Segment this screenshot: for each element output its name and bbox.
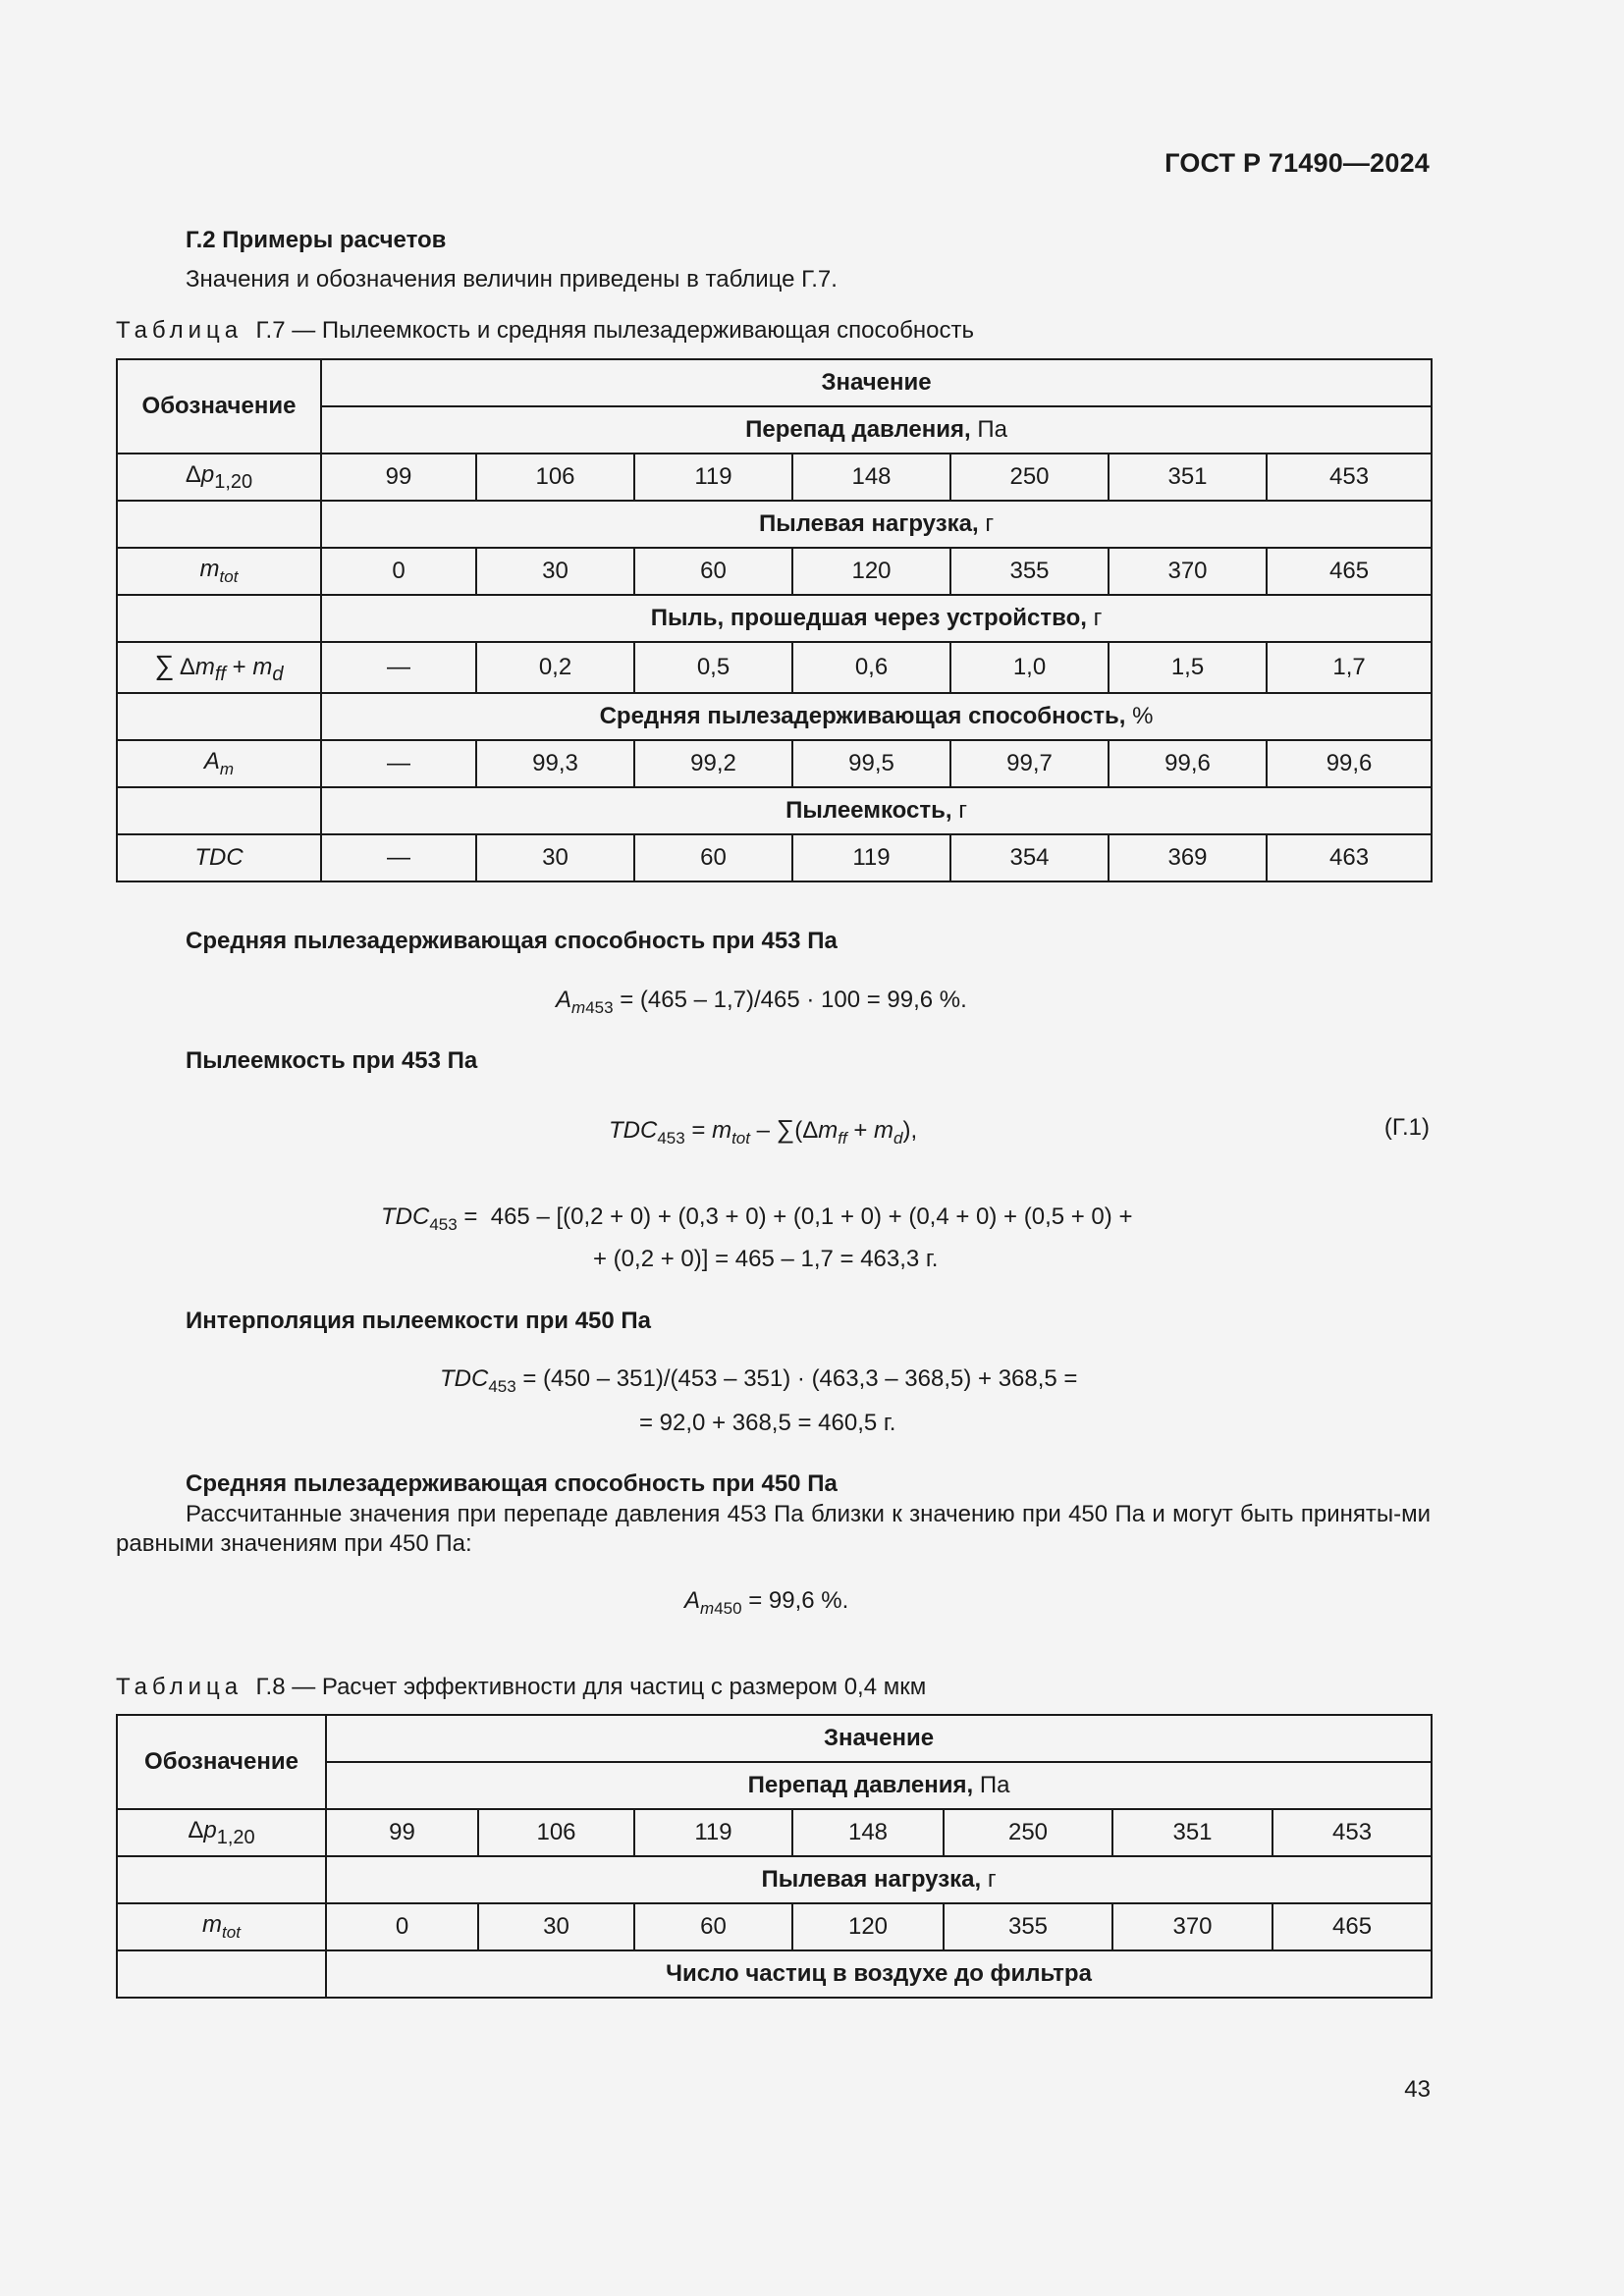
table1-empty-cell [117, 595, 321, 642]
table1-dp-symbol: $\Delta p_{1,20}$ [117, 454, 321, 501]
table1-tdc-row [117, 834, 1432, 881]
table1-caption [116, 316, 974, 346]
table1-cell: 60 [634, 834, 792, 881]
formula-interp-line1-text: = (450 – 351)/(453 – 351) · (463,3 – 368,5) + 368,5 = [522, 1365, 1078, 1392]
table-g7 [116, 358, 1433, 882]
paragraph-arrestance-450-text: Рассчитанные значения при перепаде давления 453 Па близки к значению при 450 Па и могут быть приняты-ми равными значениям при 450 Па: [116, 1501, 1431, 1557]
table1-cell: 99,3 [476, 740, 634, 787]
table2-caption-text: Г.8 — Расчет эффективности для частиц с размером 0,4 мкм [255, 1674, 927, 1700]
table1-passed-symbol: ∑ $\Delta m_{ff} + m_d$ [117, 642, 321, 693]
table2-cell: 148 [792, 1809, 944, 1856]
table1-tdc-symbol: TDC [117, 834, 321, 881]
table1-head-symbol: Обозначение [117, 359, 321, 454]
table1-passed-unit: г [1093, 605, 1103, 631]
table2-caption [116, 1673, 926, 1702]
table2-cell: 351 [1112, 1809, 1272, 1856]
formula-arrestance-450: $A_{m450} = 99,6$ %. [684, 1587, 849, 1618]
table2-empty-cell [117, 1856, 326, 1903]
table1-passed-head-row [117, 595, 1432, 642]
table1-tdc-head-row [117, 787, 1432, 834]
equation-number: (Г.1) [1383, 1114, 1430, 1141]
table1-empty-cell [117, 787, 321, 834]
table1-cell: 148 [792, 454, 950, 501]
table2-mtot-symbol: $m_{tot}$ [117, 1903, 326, 1950]
table1-cell: 453 [1267, 454, 1432, 501]
table1-mtot-symbol: $m_{tot}$ [117, 548, 321, 595]
formula-tdc-453-line1: $TDC_{453} = 465 - [(0,2 + 0) + (0,3 + 0) + (0,1 + 0) + (0,4 + 0) + (0,5 + 0)$ + [381, 1203, 1133, 1234]
formula-tdc-definition: $TDC_{453} = m_{tot} - \sum(\Delta m_{ff} + m_d)$, [609, 1114, 918, 1148]
table2-head-value: Значение [326, 1715, 1432, 1762]
table1-cell: 99,6 [1109, 740, 1267, 787]
table1-cell: 0,2 [476, 642, 634, 693]
table1-cell: 99,5 [792, 740, 950, 787]
table1-pressure-unit: Па [977, 416, 1007, 443]
formula-arrestance-450-text: = 99,6 %. [748, 1587, 849, 1614]
formula-interp-line1: $TDC_{453} = (450 - 351)/(453 - 351) \cdot (463,3 - 368,5) + 368,5$ = [440, 1365, 1078, 1396]
table2-cell: 106 [478, 1809, 634, 1856]
table2-dust-head [326, 1856, 1432, 1903]
formula-tdc-453-line2: + (0,2 + 0)] = 465 – 1,7 = 463,3 г. [593, 1246, 939, 1272]
table1-passed-row [117, 642, 1432, 693]
table2-empty-cell [117, 1950, 326, 1998]
table2-dp-row [117, 1809, 1432, 1856]
table1-cell: 0,5 [634, 642, 792, 693]
section-title: Г.2 Примеры расчетов [186, 227, 447, 253]
table2-dust-unit: г [987, 1866, 997, 1893]
table1-tdc-label: Пылеемкость, [785, 797, 952, 824]
heading-arrestance-450: Средняя пылезадерживающая способность при 450 Па [186, 1470, 838, 1497]
table1-head-value: Значение [321, 359, 1432, 406]
table1-caption-prefix: Таблица [116, 317, 244, 344]
table1-head-row [117, 359, 1432, 406]
table2-cell: 465 [1272, 1903, 1432, 1950]
table1-dust-label: Пылевая нагрузка, [759, 510, 979, 537]
table1-dust-unit: г [985, 510, 995, 537]
table2-cell: 120 [792, 1903, 944, 1950]
table1-arrestance-unit: % [1132, 703, 1154, 729]
table1-cell: 0,6 [792, 642, 950, 693]
table1-pressure-label: Перепад давления, [745, 416, 971, 443]
table1-cell: 106 [476, 454, 634, 501]
table2-caption-prefix: Таблица [116, 1674, 244, 1700]
table1-passed-head [321, 595, 1432, 642]
table1-cell: 1,7 [1267, 642, 1432, 693]
table2-cell: 355 [944, 1903, 1112, 1950]
table1-cell: 463 [1267, 834, 1432, 881]
table2-cell: 250 [944, 1809, 1112, 1856]
table-g8 [116, 1714, 1433, 1999]
formula-interp-line2: = 92,0 + 368,5 = 460,5 г. [639, 1410, 896, 1436]
table1-passed-label: Пыль, прошедшая через устройство, [650, 605, 1087, 631]
table2-mtot-row [117, 1903, 1432, 1950]
table1-cell: 354 [950, 834, 1109, 881]
table1-cell: 355 [950, 548, 1109, 595]
table1-cell: 99 [321, 454, 476, 501]
table2-dust-head-row [117, 1856, 1432, 1903]
table1-cell: — [321, 642, 476, 693]
table1-cell: 0 [321, 548, 476, 595]
table1-cell: 250 [950, 454, 1109, 501]
table1-arrestance-head [321, 693, 1432, 740]
page-number: 43 [1404, 2076, 1431, 2103]
table1-cell: 60 [634, 548, 792, 595]
table1-cell: 120 [792, 548, 950, 595]
table2-cell: 453 [1272, 1809, 1432, 1856]
table2-particles-head-row [117, 1950, 1432, 1998]
table1-cell: 1,0 [950, 642, 1109, 693]
table1-am-symbol: $A_m$ [117, 740, 321, 787]
formula-arrestance-453: $A_{m453} = (465 - 1,7)/465 \cdot 100 = 99,6$ %. [556, 987, 967, 1017]
table2-dust-label: Пылевая нагрузка, [761, 1866, 982, 1893]
table1-cell: 369 [1109, 834, 1267, 881]
table2-cell: 30 [478, 1903, 634, 1950]
table1-dp-row [117, 454, 1432, 501]
table1-tdc-head [321, 787, 1432, 834]
table2-pressure-unit: Па [979, 1772, 1010, 1798]
table1-am-row [117, 740, 1432, 787]
table2-cell: 99 [326, 1809, 478, 1856]
table1-cell: 465 [1267, 548, 1432, 595]
table2-cell: 0 [326, 1903, 478, 1950]
section-intro: Значения и обозначения величин приведены в таблице Г.7. [186, 266, 838, 293]
table2-cell: 60 [634, 1903, 792, 1950]
table1-arrestance-head-row [117, 693, 1432, 740]
table1-empty-cell [117, 693, 321, 740]
table1-cell: 99,2 [634, 740, 792, 787]
table2-particles-head: Число частиц в воздухе до фильтра [326, 1950, 1432, 1998]
table1-cell: 119 [634, 454, 792, 501]
table1-cell: 1,5 [1109, 642, 1267, 693]
table1-dust-head [321, 501, 1432, 548]
table1-cell: 99,6 [1267, 740, 1432, 787]
heading-arrestance-453: Средняя пылезадерживающая способность при 453 Па [186, 928, 838, 954]
table1-cell: 119 [792, 834, 950, 881]
table1-cell: — [321, 740, 476, 787]
table2-head-row [117, 1715, 1432, 1762]
table2-dp-symbol: $\Delta p_{1,20}$ [117, 1809, 326, 1856]
heading-tdc-453: Пылеемкость при 453 Па [186, 1047, 478, 1074]
table1-caption-text: Г.7 — Пылеемкость и средняя пылезадерживающая способность [255, 317, 974, 344]
document-code: ГОСТ Р 71490—2024 [1164, 148, 1430, 178]
table2-pressure-head [326, 1762, 1432, 1809]
formula-tdc-453-line1-text: 465 – [(0,2 + 0) + (0,3 + 0) + (0,1 + 0) + (0,4 + 0) + (0,5 + 0) + [490, 1203, 1133, 1230]
table2-cell: 370 [1112, 1903, 1272, 1950]
table1-dust-head-row [117, 501, 1432, 548]
table1-arrestance-label: Средняя пылезадерживающая способность, [599, 703, 1126, 729]
table1-pressure-head [321, 406, 1432, 454]
table2-pressure-label: Перепад давления, [747, 1772, 974, 1798]
table1-tdc-unit: г [958, 797, 967, 824]
heading-interpolation: Интерполяция пылеемкости при 450 Па [186, 1308, 651, 1334]
table2-cell: 119 [634, 1809, 792, 1856]
table1-cell: 99,7 [950, 740, 1109, 787]
table1-cell: 30 [476, 548, 634, 595]
table1-cell: 351 [1109, 454, 1267, 501]
table1-cell: — [321, 834, 476, 881]
formula-arrestance-453-text: = (465 – 1,7)/465 · 100 = 99,6 %. [620, 987, 967, 1013]
table1-cell: 370 [1109, 548, 1267, 595]
table1-mtot-row [117, 548, 1432, 595]
paragraph-arrestance-450 [116, 1500, 1431, 1559]
table1-empty-cell [117, 501, 321, 548]
table2-head-symbol: Обозначение [117, 1715, 326, 1809]
table1-cell: 30 [476, 834, 634, 881]
